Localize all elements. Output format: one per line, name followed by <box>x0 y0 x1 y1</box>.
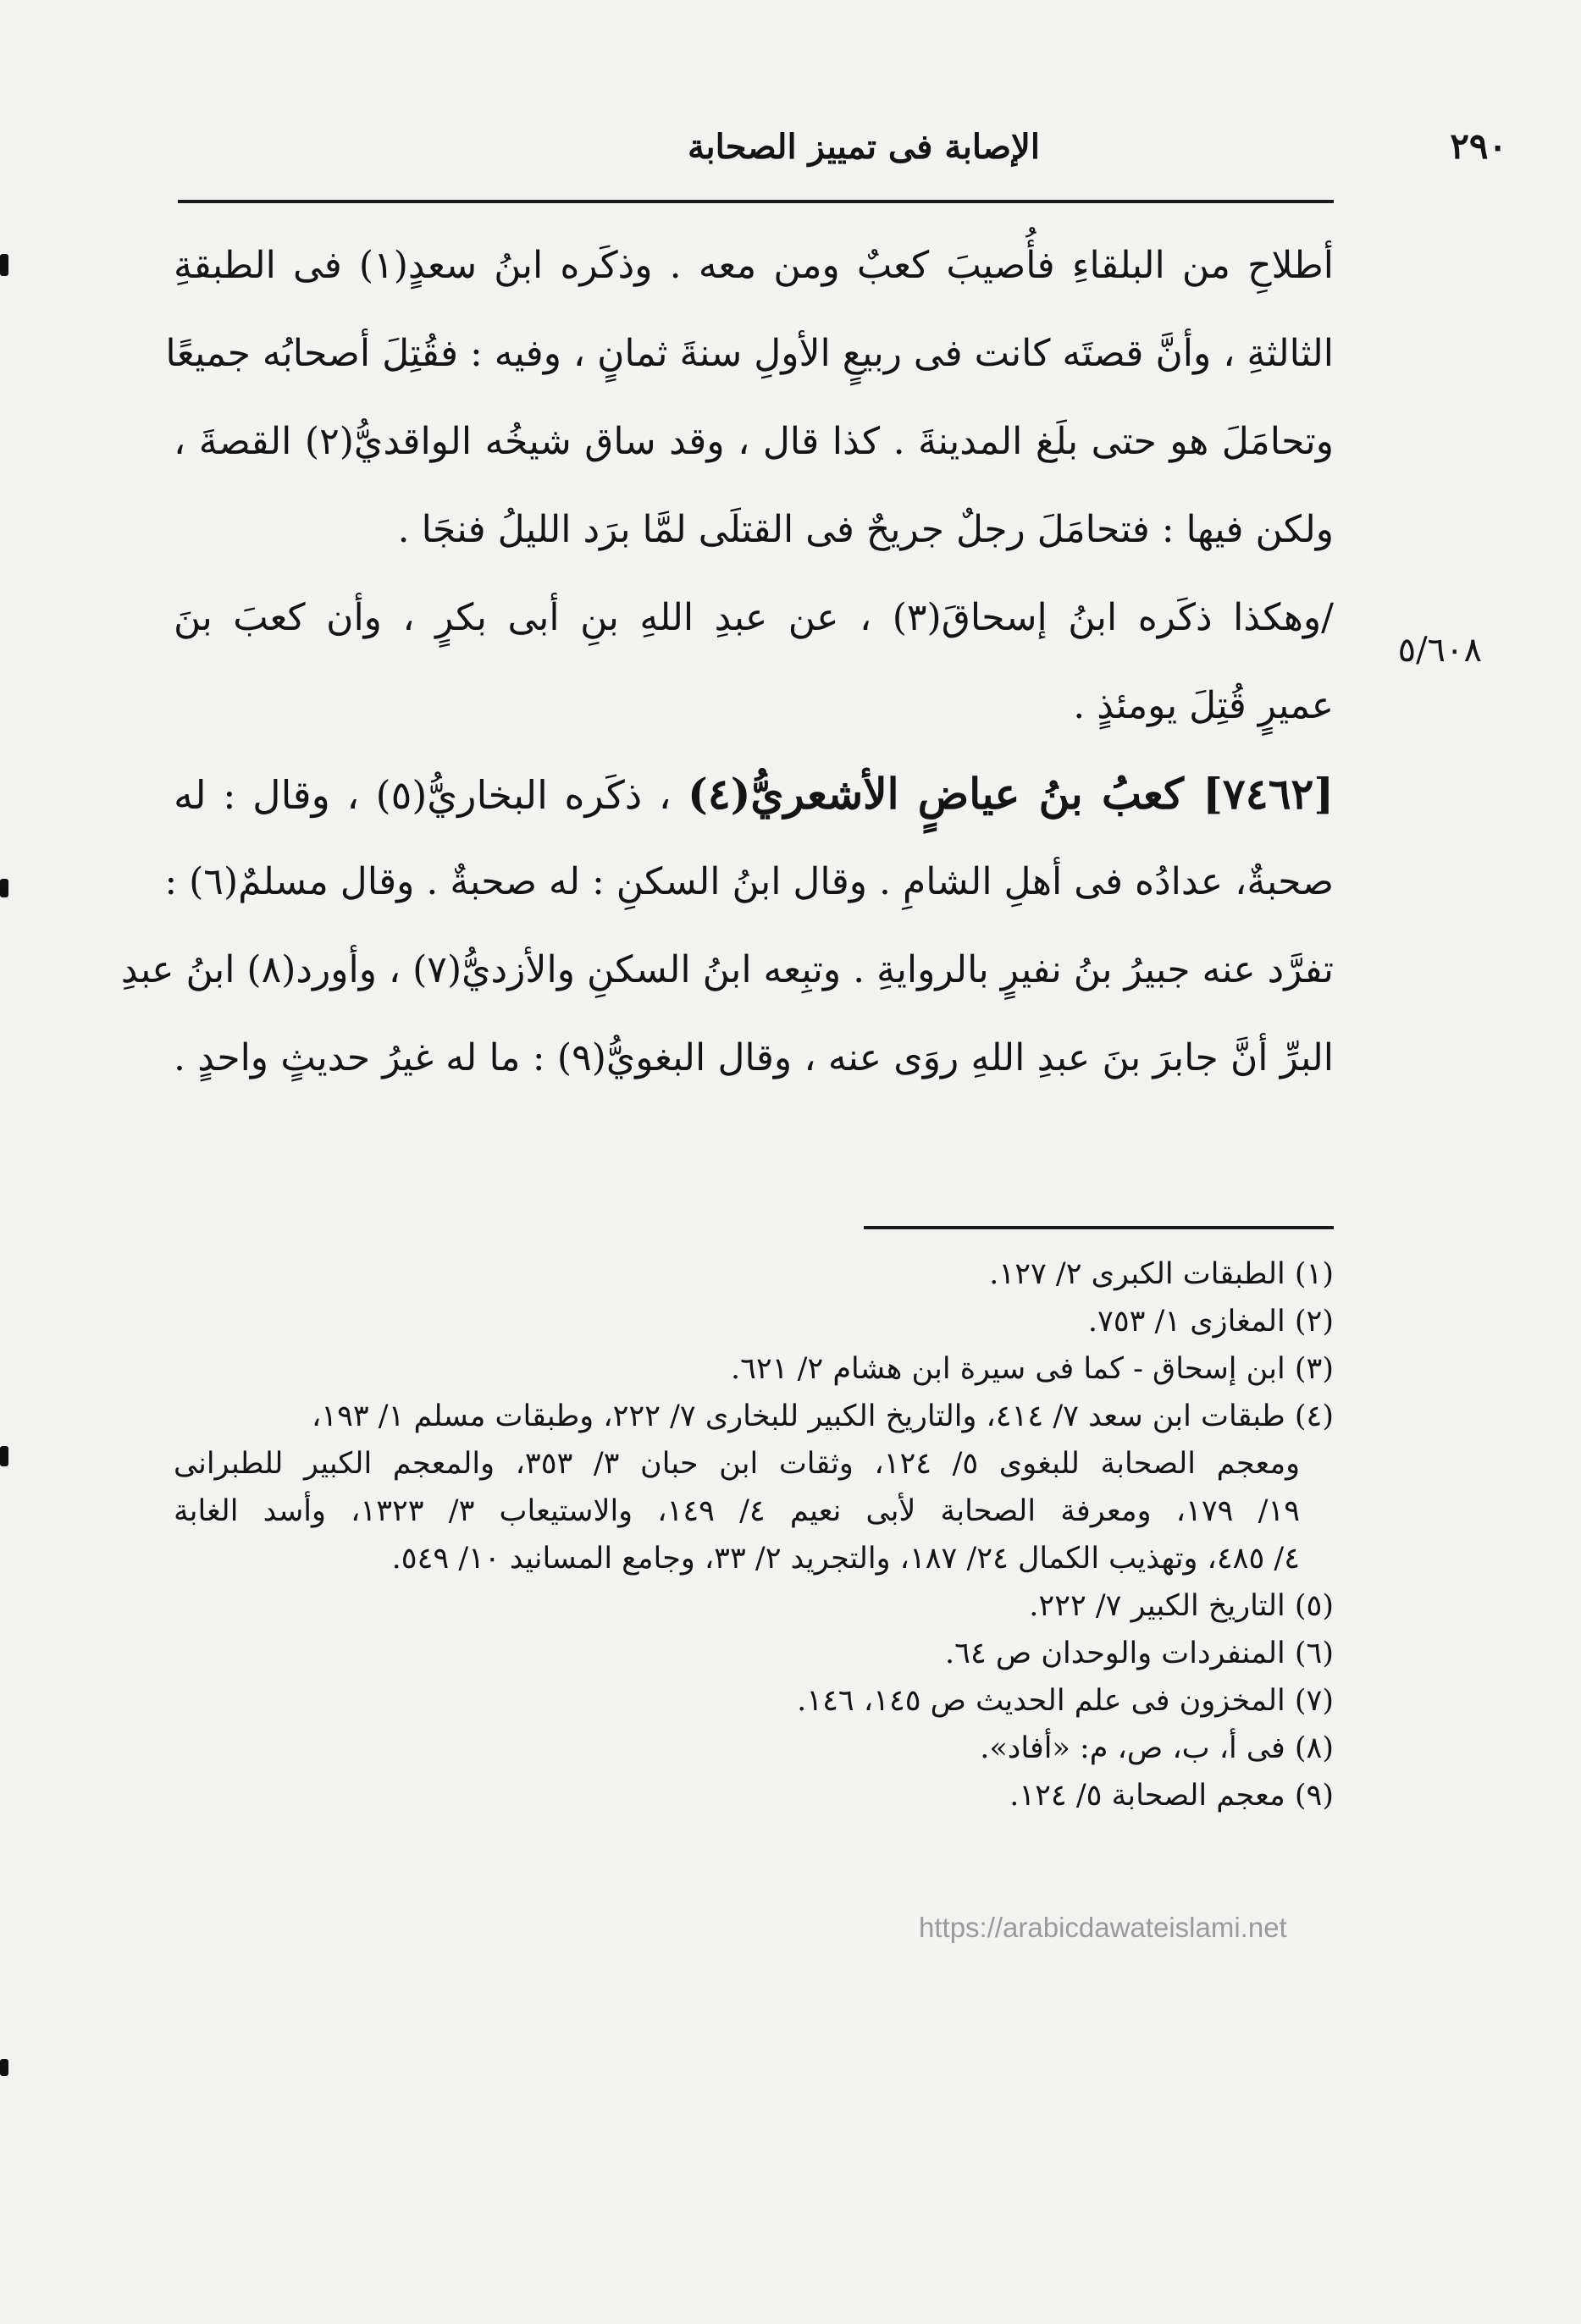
footnote-rule <box>864 1226 1334 1229</box>
footnote: (١) الطبقات الكبرى ٢/ ١٢٧. <box>989 1257 1334 1291</box>
footnote-continuation: ٤/ ٤٨٥، وتهذيب الكمال ٢٤/ ١٨٧، والتجريد ٢/ ٣٣، وجامع المسانيد ١٠/ ٥٤٩. <box>391 1542 1300 1576</box>
text-line: /وهكذا ذكَره ابنُ إسحاقَ(٣) ، عن عبدِ اللهِ بنِ أبى بكرٍ ، وأن كعبَ بنَ <box>174 596 1334 639</box>
text-line: الثالثةِ ، وأنَّ قصتَه كانت فى ربيعٍ الأولِ سنةَ ثمانٍ ، وفيه : فقُتِلَ أصحابُه جميعًا <box>165 332 1334 375</box>
scan-speck <box>0 254 8 276</box>
footnote-continuation: ١٩/ ١٧٩، ومعرفة الصحابة لأبى نعيم ٤/ ١٤٩، والاستيعاب ٣/ ١٣٢٣، وأسد الغابة <box>174 1494 1301 1528</box>
footnote: (٢) المغازى ١/ ٧٥٣. <box>1087 1305 1334 1339</box>
header-rule <box>178 200 1334 203</box>
footnote: (٨) فى أ، ب، ص، م: «أفاد». <box>980 1731 1334 1765</box>
scan-speck <box>0 879 8 897</box>
entry-title-rest: ، ذكَره البخاريُّ(٥) ، وقال : له <box>174 772 672 818</box>
scan-speck <box>0 2059 8 2076</box>
text-line: البرِّ أنَّ جابرَ بنَ عبدِ اللهِ روَى عنه ، وقال البغويُّ(٩) : ما له غيرُ حديثٍ واحدٍ . <box>174 1036 1334 1079</box>
page-number: ٢٩٠ <box>1450 125 1507 167</box>
text-line: أطلاحِ من البلقاءِ فأُصيبَ كعبٌ ومن معه . وذكَره ابنُ سعدٍ(١) فى الطبقةِ <box>174 244 1335 287</box>
footnote: (٧) المخزون فى علم الحديث ص ١٤٥، ١٤٦. <box>797 1684 1334 1718</box>
scan-speck <box>0 1446 8 1466</box>
text-line: تفرَّد عنه جبيرُ بنُ نفيرٍ بالروايةِ . وتبِعه ابنُ السكنِ والأزديُّ(٧) ، وأورد(٨) ابنُ عبدِ <box>120 948 1334 991</box>
running-title: الإصابة فى تمييز الصحابة <box>688 127 1040 167</box>
footnote: (٩) معجم الصحابة ٥/ ١٢٤. <box>1009 1779 1334 1813</box>
page-header <box>178 125 1507 176</box>
text-line: عميرٍ قُتِلَ يومئذٍ . <box>1073 684 1334 727</box>
text-line: ولكن فيها : فتحامَلَ رجلٌ جريحٌ فى القتلَى لمَّا برَد الليلُ فنجَا . <box>397 508 1334 551</box>
entry-heading-line <box>174 750 1334 838</box>
margin-reference: ٥/٦٠٨ <box>1397 631 1482 670</box>
footnote: (٣) ابن إسحاق - كما فى سيرة ابن هشام ٢/ ٦٢١. <box>730 1352 1334 1386</box>
footnote: (٥) التاريخ الكبير ٧/ ٢٢٢. <box>1029 1589 1334 1623</box>
entry-title: [٧٤٦٢] كعبُ بنُ عياضٍ الأشعريُّ(٤) <box>688 769 1335 819</box>
main-text <box>120 222 1335 1102</box>
footnote-continuation: ومعجم الصحابة للبغوى ٥/ ١٢٤، وثقات ابن حبان ٣/ ٣٥٣، والمعجم الكبير للطبرانى <box>174 1447 1301 1481</box>
footnotes <box>174 1250 1334 1819</box>
footnote: (٦) المنفردات والوحدان ص ٦٤. <box>945 1637 1334 1670</box>
text-line: صحبةٌ، عدادُه فى أهلِ الشامِ . وقال ابنُ السكنِ : له صحبةٌ . وقال مسلمٌ(٦) : <box>164 860 1334 903</box>
text-line: وتحامَلَ هو حتى بلَغ المدينةَ . كذا قال ، وقد ساق شيخُه الواقديُّ(٢) القصةَ ، <box>174 420 1334 463</box>
watermark-url: https://arabicdawateislami.net <box>919 1912 1287 1943</box>
footnote: (٤) طبقات ابن سعد ٧/ ٤١٤، والتاريخ الكبير للبخارى ٧/ ٢٢٢، وطبقات مسلم ١/ ١٩٣، <box>311 1399 1334 1433</box>
